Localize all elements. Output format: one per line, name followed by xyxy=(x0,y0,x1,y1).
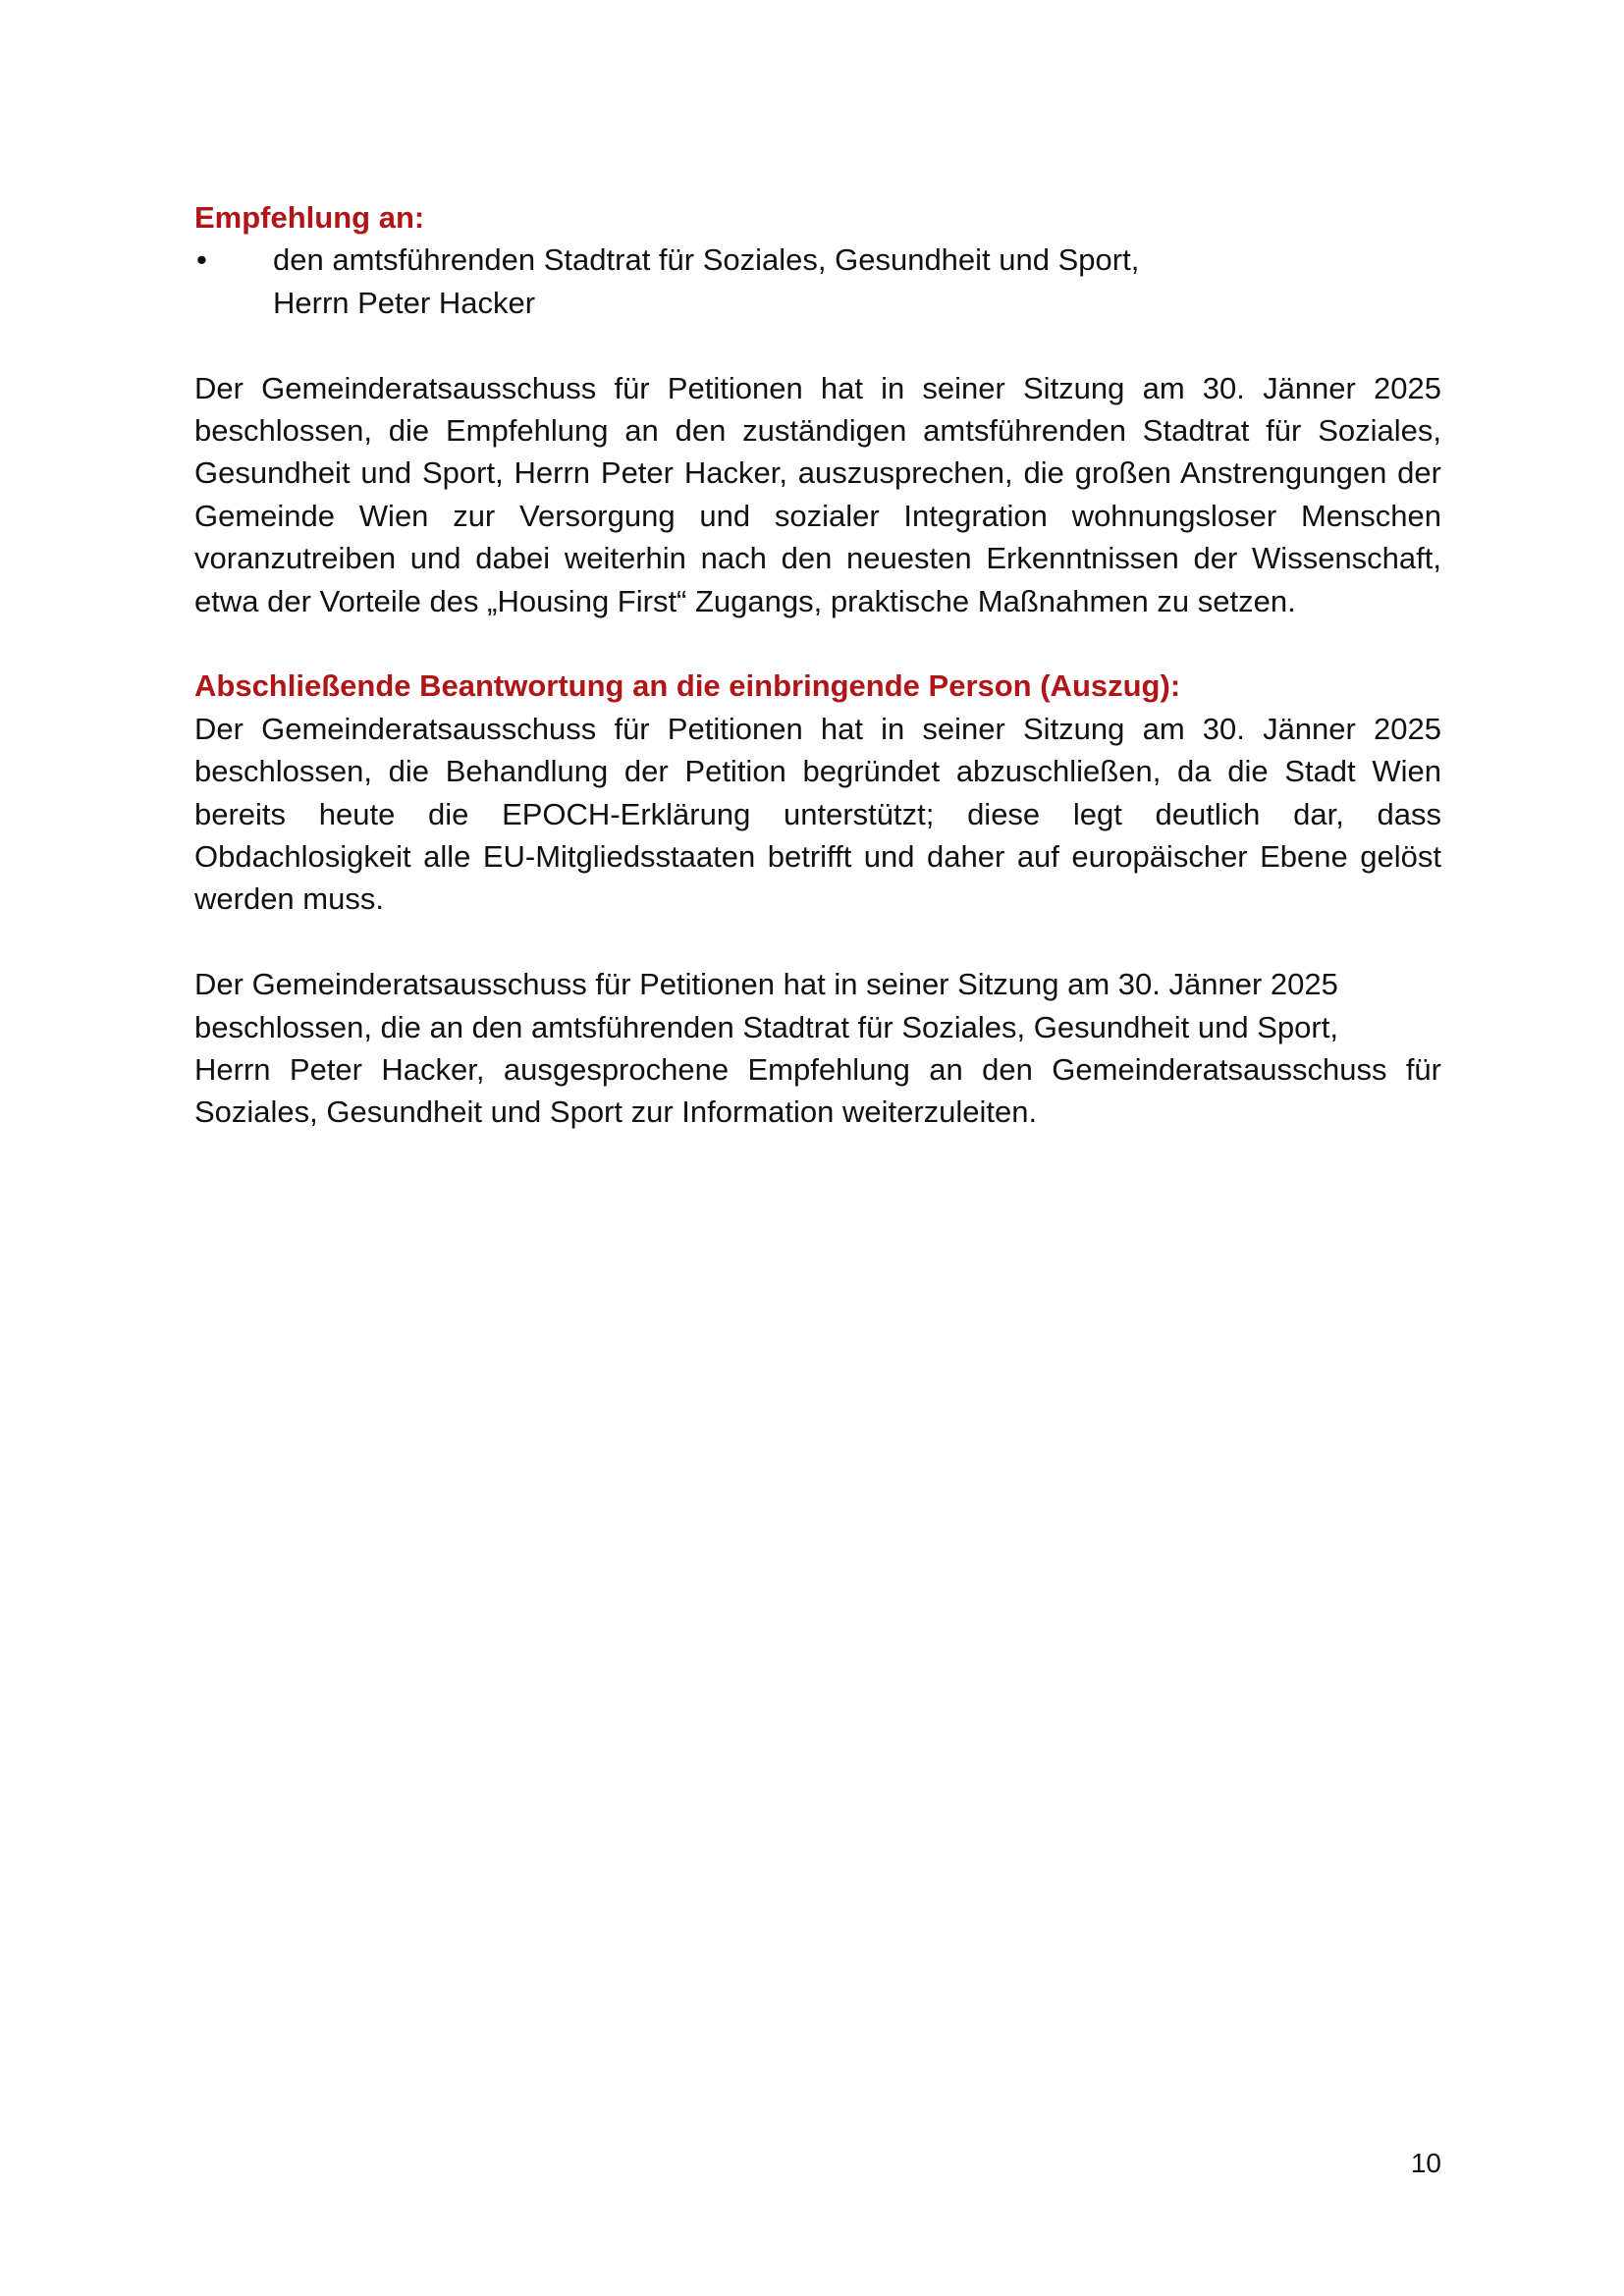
body-paragraph: Der Gemeinderatsausschuss für Petitionen hat in seiner Sitzung am 30. Jänner 2025 beschlossen, die Behandlung der Petition begründet abzuschließen, da die Stadt Wien bereits heute die EPOCH-Erklärung unterstützt; diese legt deutlich dar, dass Obdachlosigkeit alle EU-Mitgliedsstaaten betrifft und daher auf europäischer Ebene gelöst werden muss. xyxy=(194,711,1441,917)
section-heading-recommendation: Empfehlung an: xyxy=(194,200,425,235)
body-paragraph: Der Gemeinderatsausschuss für Petitionen hat in seiner Sitzung am 30. Jänner 2025 beschlossen, die Empfehlung an den zuständigen amtsführenden Stadtrat für Soziales, Gesundheit und Sport, Herrn Peter Hacker, auszusprechen, die großen Anstrengungen der Gemeinde Wien zur Versorgung und sozialer Integration wohnungsloser Menschen voranzutreiben und dabei weiterhin nach den neuesten Erkenntnissen der Wissenschaft, etwa der Vorteile des „Housing First“ Zugangs, praktische Maßnahmen zu setzen. xyxy=(194,370,1441,618)
list-item-line: Herrn Peter Hacker xyxy=(273,285,536,320)
section-heading-final-answer: Abschließende Beantwortung an die einbringende Person (Auszug): xyxy=(194,668,1181,704)
body-paragraph xyxy=(194,963,1441,1134)
recipient-list xyxy=(194,239,1441,324)
paragraph-line: Herrn Peter Hacker, ausgesprochene Empfehlung an den Gemeinderatsausschuss für Soziales, Gesundheit und Sport zur Information weiterzuleiten. xyxy=(194,1052,1441,1130)
paragraph-line: Der Gemeinderatsausschuss für Petitionen hat in seiner Sitzung am 30. Jänner 2025 beschlossen, die an den amtsführenden Stadtrat für Soziales, Gesundheit und Sport, xyxy=(194,967,1338,1044)
paragraph-spacer xyxy=(194,921,1441,963)
list-item xyxy=(194,239,1441,324)
paragraph-spacer xyxy=(194,324,1441,366)
page-content xyxy=(194,196,1441,1134)
page-number: 10 xyxy=(1410,2148,1441,2178)
bullet-icon: • xyxy=(196,242,207,278)
list-item-line: den amtsführenden Stadtrat für Soziales, Gesundheit und Sport, xyxy=(273,242,1140,278)
paragraph-spacer xyxy=(194,622,1441,665)
